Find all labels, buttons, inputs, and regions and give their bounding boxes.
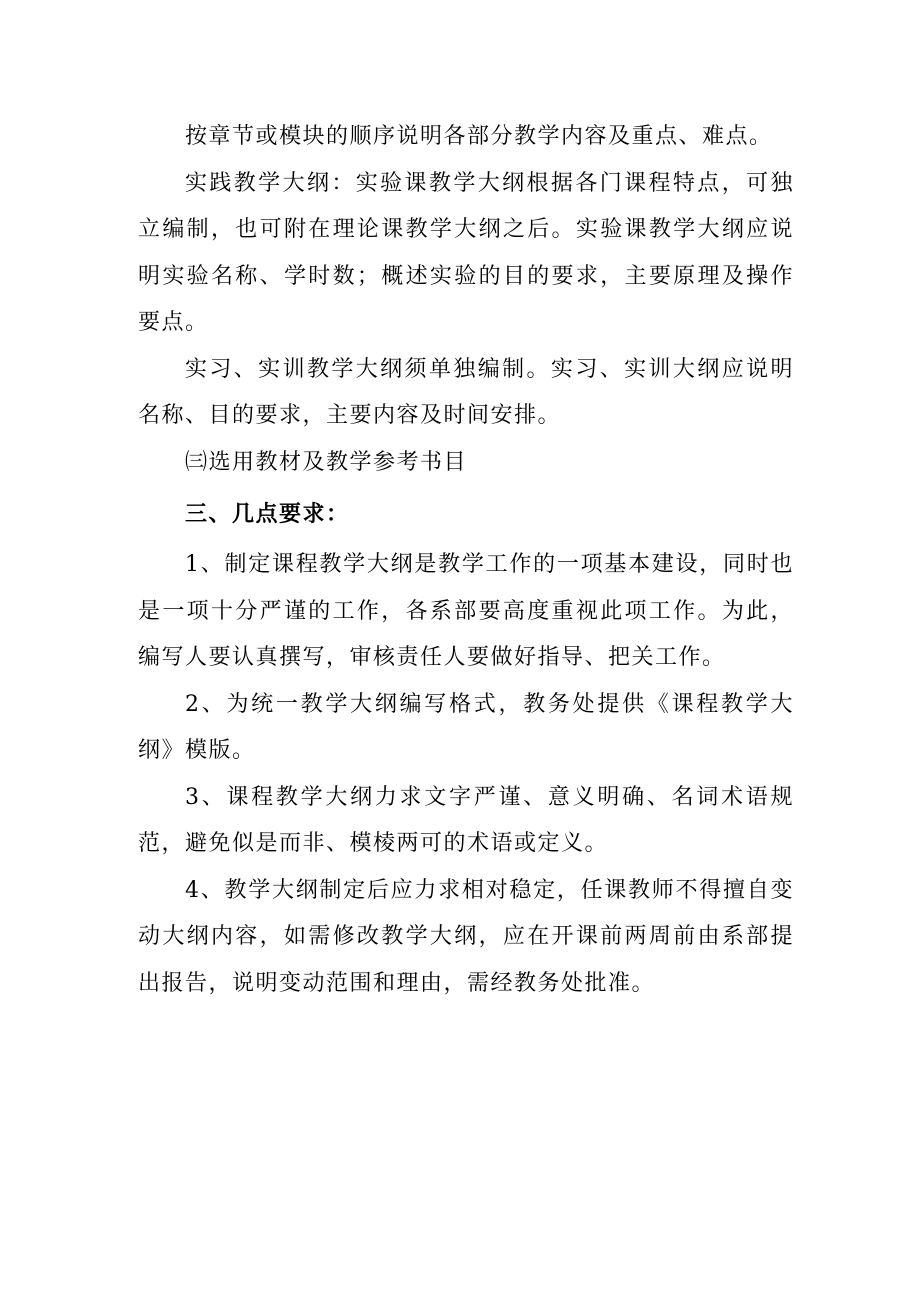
requirement-item-1: 1、制定课程教学大纲是教学工作的一项基本建设，同时也是一项十分严谨的工作，各系部要高度重视此项工作。为此，编写人要认真撰写，审核责任人要做好指导、把关工作。 xyxy=(138,552,794,670)
section-heading-requirements: 三、几点要求： xyxy=(185,502,350,527)
paragraph-teaching-content: 按章节或模块的顺序说明各部分教学内容及重点、难点。 xyxy=(185,124,773,149)
document-page xyxy=(138,114,794,1007)
paragraph-practice-syllabus: 实践教学大纲：实验课教学大纲根据各门课程特点，可独立编制，也可附在理论课教学大纲之后。实验课教学大纲应说明实验名称、学时数；概述实验的目的要求，主要原理及操作要点。 xyxy=(138,170,794,335)
paragraph-internship-syllabus: 实习、实训教学大纲须单独编制。实习、实训大纲应说明名称、目的要求，主要内容及时间安排。 xyxy=(138,356,794,428)
requirement-item-4: 4、教学大纲制定后应力求相对稳定，任课教师不得擅自变动大纲内容，如需修改教学大纲，应在开课前两周前由系部提出报告，说明变动范围和理由，需经教务处批准。 xyxy=(138,877,794,996)
requirement-item-3: 3、课程教学大纲力求文字严谨、意义明确、名词术语规范，避免似是而非、模棱两可的术语或定义。 xyxy=(138,784,794,856)
requirement-item-2: 2、为统一教学大纲编写格式，教务处提供《课程教学大纲》模版。 xyxy=(138,691,794,763)
paragraph-textbooks: ㈢选用教材及教学参考书目 xyxy=(185,449,468,475)
